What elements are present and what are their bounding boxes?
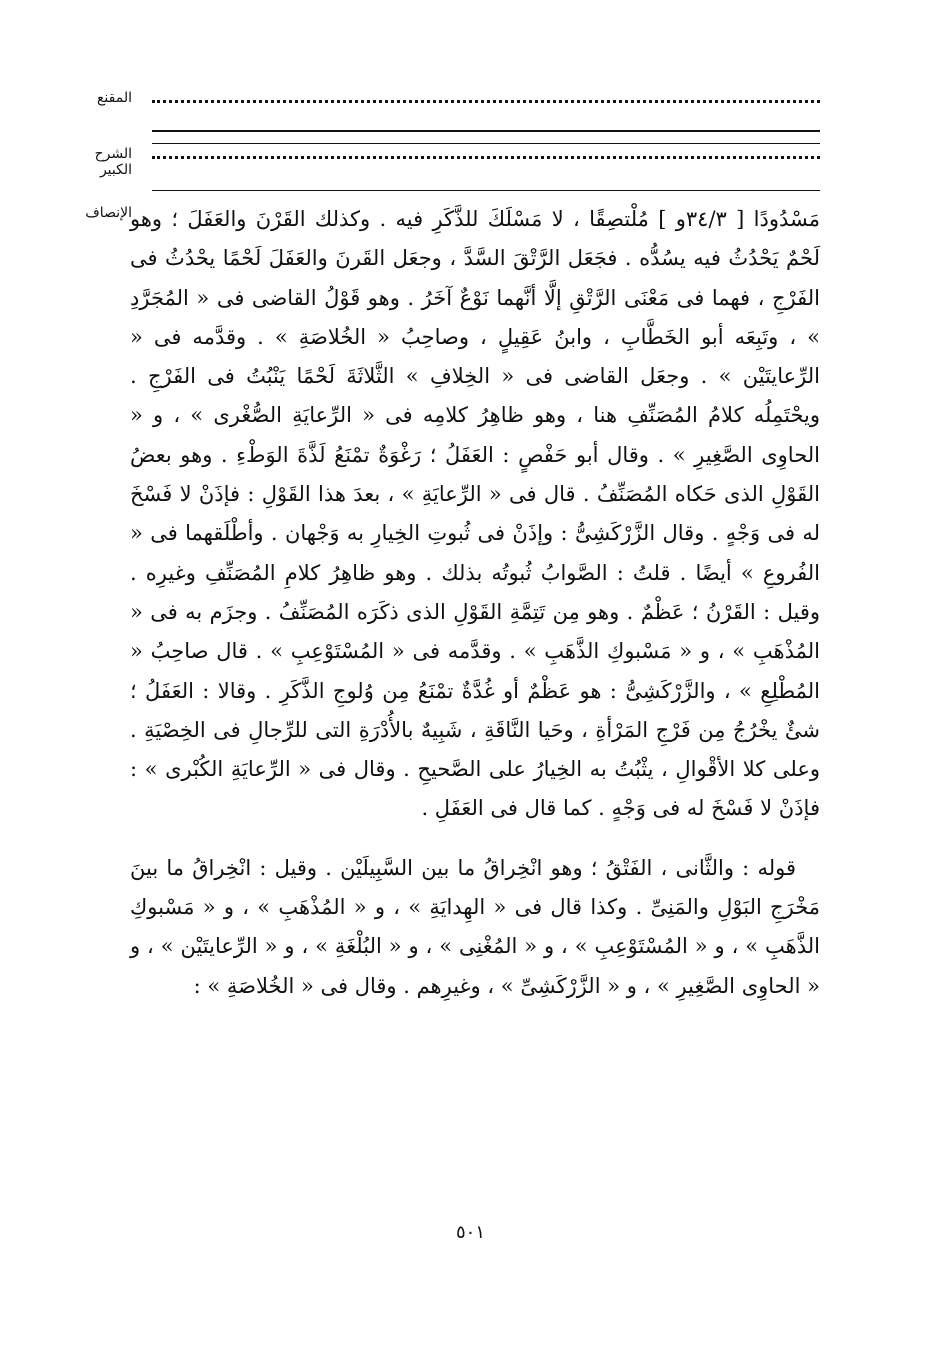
label-sharh: الشرح الكبير <box>94 146 132 178</box>
second-rule <box>152 143 820 144</box>
third-rule <box>152 190 820 191</box>
label-muqni: المقنع <box>96 90 132 106</box>
page-number: ٥٠١ <box>455 1222 485 1243</box>
paragraph-1: مَسْدُودًا [ ٣٤/٣و ] مُلْتصِقًا ، لا مَسْلَكَ للذَّكَرِ فيه . وكذلك القَرْنَ والعَفَلَ ؛ وهو لَحْمٌ يَحْدُثُ فيه يسُدُّه . فجَعَل الرَّتْقَ السَّدَّ ، وجعَل القَرنَ والعَفَلَ لَحْمًا يحْدُثُ فى الفَرْجِ ، فهما فى مَعْنَى الرَّتْقِ إلَّا أنَّهما نَوْعٌ آخَرُ . وهو قَوْلُ القاضى فى « المُجَرَّدِ » ، وتَبِعَه أبو الخَطَّابِ ، وابنُ عَقِيلٍ ، وصاحِبُ « الخُلاصَةِ » . وقدَّمه فى « الرِّعايتَيْن » . وجعَل القاضى فى « الخِلافِ » الثَّلاثَةَ لَحْمًا يَنْبُتُ فى الفَرْجِ . ويحْتَمِلُه كلامُ المُصَنِّفِ هنا ، وهو ظاهِرُ كلامِه فى « الرِّعايَةِ الصُّغْرى » ، و « الحاوِى الصَّغِيرِ » . وقال أبو حَفْصٍ : العَفَلُ ؛ رَغْوَةٌ تمْنَعُ لَذَّةَ الوَطْءِ . وهو بعضُ القَوْلِ الذى حَكاه المُصَنِّفُ . قال فى « الرِّعايَةِ » ، بعدَ هذا القَوْلِ : فإذَنْ لا فَسْخَ له فى وَجْهٍ . وقال الزَّرْكَشِىُّ : وإذَنْ فى ثُبوتِ الخِيارِ به وَجْهان . وأطْلَقهما فى « الفُروعِ » أيضًا . قلتُ : الصَّوابُ ثُبوتُه بذلك . وهو ظاهِرُ كلامِ المُصَنِّفِ وغيرِه . وقيل : القَرْنُ ؛ عَظْمٌ . وهو مِن تَتِمَّةِ القَوْلِ الذى ذكَرَه المُصَنِّفُ . وجزَم به فى « المُذْهَبِ » ، و « مَسْبوكِ الذَّهَبِ » . وقدَّمه فى « المُسْتَوْعِبِ » . قال صاحِبُ « المُطْلِعِ » ، والزَّرْكَشِىُّ : هو عَظْمٌ أو غُدَّةٌ تمْنَعُ مِن وُلوجِ الذَّكَرِ . وقالا : العَفَلُ ؛ شئٌ يخْرُجُ مِن فَرْجِ المَرْأةِ ، وحَيا النَّاقَةِ ، شَبِيهٌ بالأُدْرَةِ التى للرِّجالِ فى الخِصْيَةِ . وعلى كلا الأقْوالِ ، يثْبُتُ به الخِيارُ على الصَّحيحِ . وقال فى « الرِّعايَةِ الكُبْرى » : فإذَنْ لا فَسْخَ له فى وَجْهٍ . كما قال فى العَفَلِ . <box>130 207 820 821</box>
sharh-dotted-line <box>152 156 820 165</box>
paragraph-2: قوله : والثَّانى ، الفَتْقُ ؛ وهو انْخِراقُ ما بين السَّبِيلَيْن . وقيل : انْخِراقُ ما بينَ مَخْرَجِ البَوْلِ والمَنِىِّ . وكذا قال فى « الهِدايَةِ » ، و « المُذْهَبِ » ، و « مَسْبوكِ الذَّهَبِ » ، و « المُسْتَوْعِبِ » ، و « المُغْنِى » ، و « البُلْغَةِ » ، و « الرِّعايتَيْن » ، و « الحاوِى الصَّغِيرِ » ، و « الزَّرْكَشِىِّ » ، وغيرِهم . وقال فى « الخُلاصَةِ » : <box>130 855 820 998</box>
insaf-text <box>130 200 820 1006</box>
top-rule <box>152 130 820 132</box>
muqni-dotted-line <box>152 100 820 109</box>
label-insaf: الإنصاف <box>85 205 132 221</box>
